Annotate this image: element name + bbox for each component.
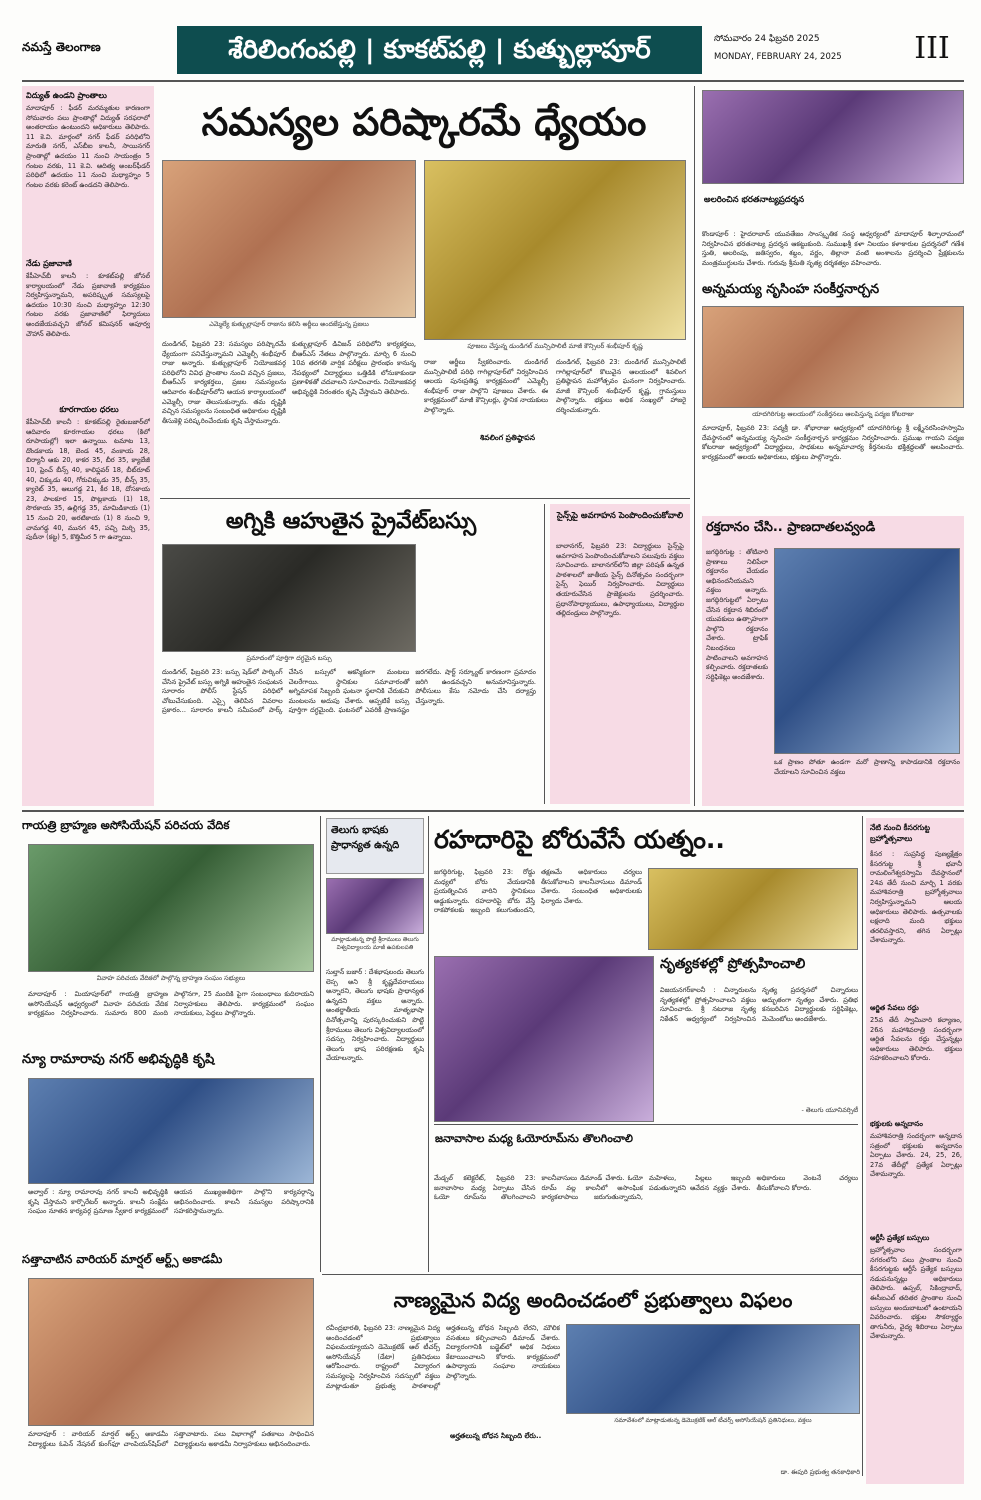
main-headline: సమస్యల పరిష్కారమే ధ్యేయం [201,100,647,144]
blood-donation-text: జగద్గిరిగుట్ట : తోటివారి ప్రాణాలు నిలిపేలా రక్తదానం చేయడం అభినందనీయమని వక్తలు అన్నారు. జగద్గిరిగుట్టలో ఏర్పాటు చేసిన రక్తదాన శిబిరంలో యువకులు ఉత్సాహంగా పాల్గొని రక్తదానం చేశారు. ట్రాఫిక్ నిబంధనలు పాటించాలని అవగాహన కల్పించారు. రక్తదాతలకు సర్టిఫికెట్లు అందజేశారు. [706,548,768,681]
gayatri-caption: వివాహ పరిచయ వేదికలో పాల్గొన్న బ్రాహ్మణ సంఘం సభ్యులు [96,974,246,982]
left-brief-column [22,86,154,806]
main-story-col-3: రాజు అర్జీలు స్వీకరించారు. దుండిగల్ మున్సిపాలిటీ పరిధి గాగిల్లాపూర్‌లో నిర్వహించిన ఆలయ పునఃప్రతిష్ఠ కార్యక్రమంలో ఎమ్మెల్సీ శంభీపూర్ రాజు పాల్గొని పూజలు చేశారు. ఈ కార్యక్రమంలో మాజీ కౌన్సిలర్లు, స్థానిక నాయకులు పాల్గొన్నారు. [424,358,548,414]
prajavani-heading: నేడు ప్రజావాణి [26,259,72,268]
martial-arts-text: మాదాపూర్ : వారియర్ మార్షల్ ఆర్ట్స్ అకాడమీ విద్యార్థులు ఓపెన్ నేషనల్ కుంగ్‌ఫూ చాంపియన్‌షిప్‌లో సత్తాచాటారు. పలు విభాగాల్లో పతకాలు సాధించిన విద్యార్థులను అకాడమీ నిర్వాహకులు అభినందించారు. [28,1430,314,1448]
main-story-col-4: దుండిగల్, ఫిబ్రవరి 23: దుండిగల్ మున్సిపాలిటీ గాగిల్లాపూర్‌లో కొలువైన ఆలయంలో శివలింగ ప్రతిష్ఠాపన మహోత్సవం ఘనంగా నిర్వహించారు. మాజీ కౌన్సిలర్ శంభీపూర్ కృష్ణ, గ్రామస్తులు పాల్గొన్నారు. భక్తులు అధిక సంఖ్యలో హాజరై దర్శించుకున్నారు. [556,358,686,414]
keesara-sub-3-text: బ్రహ్మోత్సవాల సందర్భంగా నగరంలోని పలు ప్రాంతాల నుంచి కీసరగుట్టకు ఆర్టీసీ ప్రత్యేక బస్సులు నడుపనున్నట్లు అధికారులు తెలిపారు. ఉప్పల్, సికింద్రాబాద్, ఈసీఐఎల్ తదితర ప్రాంతాల నుంచి బస్సులు అందుబాటులో ఉంటాయని వివరించారు. భక్తుల సౌకర్యార్థం తాగునీరు, వైద్య శిబిరాలు ఏర్పాటు చేశామన్నారు. [870,1246,962,1341]
keesara-sub-1-text: 25వ తేదీ స్వామివారి కల్యాణం, 26న మహాశివరాత్రి సందర్భంగా ఆర్జిత సేవలను రద్దు చేస్తున్నట్లు అధికారులు తెలిపారు. భక్తులు సహకరించాలని కోరారు. [870,1016,962,1063]
prajavani-text: కేపీహెచ్‌బీ కాలనీ : కూకట్‌పల్లి జోనల్ కార్యాలయంలో నేడు ప్రజావాణి కార్యక్రమం నిర్వహిస్తున్నామని, అపరిష్కృత సమస్యలపై ఉదయం 10:30 నుంచి మధ్యాహ్నం 12:30 గంటల వరకు ప్రజావాణిలో ఫిర్యాదులు అందజేయవచ్చని జోనల్ కమిషనర్ అపూర్వ చౌహాన్ తెలిపారు. [26,272,150,338]
ramarao-heading: న్యూ రామారావు నగర్ అభివృద్ధికి కృషి [22,1052,215,1067]
education-subhead: అర్హతలున్న బోధన సిబ్బంది లేరు.. [450,1432,542,1440]
dance-text: విజయనగర్‌కాలనీ : చిన్నారులను నృత్యకళల్లో ప్రోత్సహించాలని వక్తలు సూచించారు. శ్రీ నటరాజ నృత్య నికేతన్ ఆధ్వర్యంలో నిర్వహించిన నృత్య ప్రదర్శనలో చిన్నారులు అద్భుతంగా నృత్యం చేశారు. ప్రతిభ కనబరిచిన విద్యార్థులకు సర్టిఫికెట్లు, మెమెంటోలు అందజేశారు. [660,986,858,1023]
education-sign: డా. ఈపురి ప్రభుత్వ తనకాధికారి [780,1468,860,1476]
upper-lower-rule [22,810,964,812]
borewell-photo [648,868,858,950]
telugu-heading: తెలుగు భాషకు ప్రాధాన్యత ఉన్నది [331,825,400,851]
borewell-right-divider [862,816,863,1476]
lower-left-divider [320,816,321,1272]
telugu-photo [326,878,424,934]
bharatanatyam-photo [702,90,964,184]
dance-caption: - తెలుగు యూనివర్సిటీ [801,1106,858,1114]
gayatri-photo [28,844,314,972]
keesara-heading: నేటి నుంచి కీసరగుట్ట బ్రహ్మోత్సవాలు [870,823,931,843]
education-caption: సమావేశంలో మాట్లాడుతున్న డెమొక్రటిక్ ఆల్ టీచర్స్ అసోసియేషన్ ప్రతినిధులు, వక్తలు [614,1417,812,1424]
main-story-col-2: కుత్బుల్లాపూర్ డివిజన్ పరిధిలోని కార్యకర్తలు, బీఆర్‌ఎస్ నేతలు పాల్గొన్నారు. మార్చి 6 నుంచి 10వ తరగతి వార్షిక పరీక్షలు ప్రారంభం కానున్న నేపథ్యంలో విద్యార్థులు ఒత్తిడికి లోనుకాకుండా ప్రణాళికతో చదవాలని సూచించారు. నియోజకవర్గ అభివృద్ధికి నిరంతరం కృషి చేస్తామని తెలిపారు. [292,340,416,396]
janavasam-heading: జనావాసాల మధ్య ఓయోరూమ్‌ను తొలగించాలి [434,1132,633,1145]
ramarao-text: అల్వాల్ : న్యూ రామారావు నగర్ కాలనీ అభివృద్ధికి కృషి చేస్తామని కార్పొరేటర్ అన్నారు. కాలనీ సంక్షేమ సంఘం నూతన కార్యవర్గ ప్రమాణ స్వీకార కార్యక్రమంలో ఆయన ముఖ్యఅతిథిగా పాల్గొని కార్యవర్గాన్ని అభినందించారు. కాలనీ సమస్యల పరిష్కారానికి సహకరిస్తామన్నారు. [28,1188,314,1216]
masthead [22,22,964,78]
bharatanatyam-text: కొండాపూర్ : హైదరాబాద్ యువతేజం సాంస్కృతిక సంస్థ ఆధ్వర్యంలో మాదాపూర్ శిల్పారామంలో నిర్వహించిన భరతనాట్య ప్రదర్శన ఆకట్టుకుంది. సుముఖశ్రీ కళా నిలయం కళాకారుల ప్రదర్శనలో గణేశ స్తుతి, అలరింపు, జతిస్వరం, శబ్దం, వర్ణం, తిల్లానా వంటి అంశాలను ప్రదర్శించి ప్రేక్షకులను మంత్రముగ్ధులను చేశారు. గురువు శ్రీమతి నృత్య దర్శకత్వం వహించారు. [702,230,964,267]
science-box [550,504,690,804]
blood-donation-box [702,516,964,806]
bus-top-rule [160,498,690,499]
annamayya-photo [702,306,964,408]
bus-fire-photo [162,544,416,652]
ramarao-photo [28,1078,314,1184]
dance-photo [434,956,654,1122]
science-heading: సైన్స్‌పై అవగాహన పెంపొందించుకోవాలి [556,511,684,521]
gayatri-text: మాదాపూర్ : మియాపూర్‌లో గాయత్రి బ్రాహ్మణ అసోసియేషన్ ఆధ్వర్యంలో వివాహ పరిచయ వేదిక కార్యక్రమం నిర్వహించారు. సుమారు 800 మంది పాల్గొనగా, 25 మందికి పైగా సంబంధాలు కుదిరాయని నిర్వాహకులు తెలిపారు. కార్యక్రమంలో సంఘం నాయకులు, పెద్దలు పాల్గొన్నారు. [28,990,314,1018]
bharatanatyam-heading: అలరించిన భరతనాట్యప్రదర్శన [703,195,805,205]
date-english: MONDAY, FEBRUARY 24, 2025 [714,52,842,62]
education-photo [566,1324,860,1414]
mla-meeting-caption: ఎమ్మెల్యే కుత్బుల్లాపూర్ రాజును కలిసి అర్జీలు అందజేస్తున్న ప్రజలు [209,320,369,328]
keesara-text: కీసర : సుప్రసిద్ధ పుణ్యక్షేత్రం కీసరగుట్ట శ్రీ భవానీ రామలింగేశ్వరస్వామి దేవస్థానంలో 24వ తేదీ నుంచి మార్చి 1 వరకు మహాశివరాత్రి బ్రహ్మోత్సవాలు నిర్వహిస్తున్నామని ఆలయ అధికారులు తెలిపారు. ఉత్సవాలకు లక్షలాది మంది భక్తులు తరలివస్తారని, తగిన ఏర్పాట్లు చేశామన్నారు. [870,850,962,945]
brand-logo: నమస్తే తెలంగాణ [22,40,101,54]
janavasam-rule [434,1124,858,1125]
education-rule [322,1274,862,1275]
telugu-heading-box [326,818,424,874]
keesara-sub-2: భక్తులకు అన్నదానం [870,1120,923,1128]
telugu-caption: మాట్లాడుతున్న పొట్టి శ్రీరాములు తెలుగు విశ్వవిద్యాలయ మాజీ ఉపకులపతి [331,937,419,951]
keesara-sub-1: ఆర్జిత సేవలు రద్దు [870,1004,919,1012]
blood-donation-heading: రక్తదానం చేసి.. ప్రాణదాతలవ్వండి [706,520,876,535]
power-cut-text: మాదాపూర్ : ఫీడర్ మరమ్మతుల కారణంగా సోమవారం పలు ప్రాంతాల్లో విద్యుత్ సరఫరాలో అంతరాయం ఉంటుందని అధికారులు తెలిపారు. 11 కె.వి. మార్గంలో నగర్ ఫీడర్ పరిధిలోని మారుతి నగర్, ఎస్‌బీఐ కాలనీ, సాయినగర్ ప్రాంతాల్లో ఉదయం 11 నుంచి సాయంత్రం 5 గంటల వరకు, 11 కె.వి. ఆదిత్య అంబర్‌ఫీడర్ పరిధిలో ఉదయం 11 నుంచి మధ్యాహ్నం 5 గంటల వరకు కరెంట్ ఉండదని తెలిపారు. [26,104,150,189]
mla-meeting-photo [162,160,416,318]
martial-arts-photo [28,1278,314,1426]
shivalinga-subhead: శివలింగ ప్రతిష్ఠాపన [480,433,535,442]
bus-fire-headline: అగ్నికి ఆహుతైన ప్రైవేట్‌బస్సు [225,509,477,534]
borewell-headline: రహదారిపై బోరువేసే యత్నం.. [434,825,725,854]
main-right-divider [694,86,695,806]
main-story-col-1: దుండిగల్, ఫిబ్రవరి 23: సమస్యల పరిష్కారమే ధ్యేయంగా పనిచేస్తున్నామని ఎమ్మెల్సీ శంభీపూర్ రాజు అన్నారు. కుత్బుల్లాపూర్ నియోజకవర్గ పరిధిలోని వివిధ ప్రాంతాల నుంచి వచ్చిన ప్రజలు, బీఆర్‌ఎస్ కార్యకర్తలు, ప్రజల సమస్యలను ఆదివారం శంభీపూర్‌లోని ఆయన కార్యాలయంలో ఎమ్మెల్సీ రాజు తెలుసుకున్నారు. తమ దృష్టికి వచ్చిన సమస్యలను సంబంధిత అధికారుల దృష్టికి తీసుకెళ్లి పరిష్కరించేందుకు కృషి చేస్తామన్నారు. [162,340,286,425]
telugu-borewell-divider [428,816,429,1272]
keesara-sub-3: ఆర్టీసీ ప్రత్యేక బస్సులు [870,1234,930,1242]
masthead-rule [22,80,964,82]
education-headline: నాణ్యమైన విద్య అందించడంలో ప్రభుత్వాలు విఫలం [393,1288,793,1312]
bus-fire-text: దుండిగల్, ఫిబ్రవరి 23: బస్సు షెడ్‌లో పార్కింగ్ చేసిన ప్రైవేట్ బస్సు అగ్నికి ఆహుతైన సంఘటన సూరారం పోలీస్ స్టేషన్ పరిధిలో చోటుచేసుకుంది. ఎస్సై తెలిపిన వివరాల ప్రకారం... సూరారం కాలనీ సమీపంలో పార్క్ చేసిన బస్సులో ఆకస్మికంగా మంటలు చెలరేగాయి. స్థానికుల సమాచారంతో అగ్నిమాపక సిబ్బంది ఘటనా స్థలానికి చేరుకుని మంటలను అదుపు చేశారు. అప్పటికే బస్సు పూర్తిగా దగ్ధమైంది. ఘటనలో ఎవరికీ ప్రాణనష్టం జరగలేదు. షార్ట్ సర్క్యూట్ కారణంగా ప్రమాదం జరిగి ఉండవచ్చని అనుమానిస్తున్నారు. పోలీసులు కేసు నమోదు చేసి దర్యాప్తు చేస్తున్నారు. [162,668,536,715]
gayatri-heading: గాయత్రి బ్రాహ్మణ అసోసియేషన్ పరిచయ వేదిక [22,818,230,832]
janavasam-text: మేడ్చల్ కలెక్టరేట్, ఫిబ్రవరి 23: జనావాసాల మధ్య ఏర్పాటు చేసిన ఓయో రూమ్‌ను తొలగించాలని కాలనీవాసులు డిమాండ్ చేశారు. ఓయో రూమ్ వల్ల కాలనీలో అసాంఘిక కార్యకలాపాలు జరుగుతున్నాయని, మహిళలు, పిల్లలు ఇబ్బంది పడుతున్నారని ఆవేదన వ్యక్తం చేశారు. అధికారులు వెంటనే చర్యలు తీసుకోవాలని కోరారు. [434,1174,858,1202]
annamayya-heading: అన్నమయ్య నృసింహ సంకీర్తనార్చన [702,282,880,297]
martial-arts-heading: సత్తాచాటిన వారియర్ మార్షల్ ఆర్ట్స్ అకాడమీ [22,1252,223,1266]
telugu-text: సుల్తాన్ బజార్ : దేశభాషలందు తెలుగు లెస్స అని శ్రీ కృష్ణదేవరాయలు అన్నారని, తెలుగు భాషకు ప్రాధాన్యత ఉన్నదని వక్తలు అన్నారు. అంతర్జాతీయ మాతృభాషా దినోత్సవాన్ని పురస్కరించుకుని పొట్టి శ్రీరాములు తెలుగు విశ్వవిద్యాలయంలో సదస్సు నిర్వహించారు. విద్యార్థులు తెలుగు భాష పరిరక్షణకు కృషి చేయాలన్నారు. [326,968,424,1063]
puja-caption: పూజలు చేస్తున్న డుండిగల్ మున్సిపాలిటీ మాజీ కౌన్సిలర్ శంభీపూర్ కృష్ణ [467,342,643,350]
blood-donation-photo [774,548,960,754]
bus-fire-caption: ప్రమాదంలో పూర్తిగా దగ్ధమైన బస్సు [246,654,332,662]
annamayya-text: మాదాపూర్, ఫిబ్రవరి 23: పద్మశ్రీ డా. శోభారాజు ఆధ్వర్యంలో యాదగిరిగుట్ట శ్రీ లక్ష్మీనరసింహస్వామి దేవస్థానంలో అన్నమయ్య నృసింహ సంకీర్తనార్చన కార్యక్రమం నిర్వహించారు. ప్రముఖ గాయని పద్మజ కోటరాజు ఆధ్వర్యంలో విద్యార్థులు, సాధకులు అన్నమాచార్య కీర్తనలను భక్తిశ్రద్ధలతో ఆలపించారు. కార్యక్రమంలో ఆలయ అధికారులు, భక్తులు పాల్గొన్నారు. [702,424,964,461]
keesara-sub-2-text: మహాశివరాత్రి సందర్భంగా అన్నదాన సత్రంలో భక్తులకు అన్నదానం ఏర్పాటు చేశారు. 24, 25, 26, 27వ తేదీల్లో ప్రత్యేక ఏర్పాట్లు చేశామన్నారు. [870,1132,962,1179]
annamayya-caption: యాదగిరిగుట్ట ఆలయంలో సంకీర్తనలు ఆలపిస్తున్న పద్మజ కోటరాజు [752,410,914,418]
borewell-text: జగద్గిరిగుట్ట, ఫిబ్రవరి 23: రోడ్డు మధ్యలో బోరు వేయడానికి ప్రయత్నించిన వారిని స్థానికులు అడ్డుకున్నారు. రహదారిపై బోరు వేస్తే రాకపోకలకు ఇబ్బంది కలుగుతుందని, తక్షణమే అధికారులు చర్యలు తీసుకోవాలని కాలనీవాసులు డిమాండ్ చేశారు. సంబంధిత అధికారులకు ఫిర్యాదు చేశారు. [434,868,642,915]
page-number: III [914,31,950,66]
keesara-column [866,818,964,1484]
date-telugu: సోమవారం 24 ఫిబ్రవరి 2025 [714,34,820,44]
vegetable-prices-heading: కూరగాయల ధరలు [59,405,119,414]
power-cut-heading: విద్యుత్ ఉండని ప్రాంతాలు [26,91,107,100]
education-text: రవీంద్రభారతి, ఫిబ్రవరి 23: నాణ్యమైన విద్య అందించడంలో ప్రభుత్వాలు విఫలమయ్యాయని డెమొక్రటిక్ ఆల్ టీచర్స్ అసోసియేషన్ (డేటా) ప్రతినిధులు ఆరోపించారు. రాష్ట్రంలో విద్యారంగ సమస్యలపై నిర్వహించిన సదస్సులో వక్తలు మాట్లాడుతూ ప్రభుత్వ పాఠశాలల్లో అర్హతలున్న బోధన సిబ్బంది లేరని, మౌలిక వసతులు కల్పించాలని డిమాండ్ చేశారు. విద్యారంగానికి బడ్జెట్‌లో అధిక నిధులు కేటాయించాలని కోరారు. కార్యక్రమంలో ఉపాధ్యాయ సంఘాల నాయకులు పాల్గొన్నారు. [326,1324,560,1390]
vegetable-prices-text: కేపీహెచ్‌బీ కాలనీ : కూకట్‌పల్లి రైతుబజార్‌లో ఆదివారం కూరగాయల ధరలు (కిలో రూపాయల్లో) ఇలా ఉన్నాయి. టమాట 13, దొండకాయ 18, బెండ 45, వంకాయ 28, బిర్యానీ ఆకు 20, కాకర 35, బీర 35, క్యాబేజీ 10, ఫ్రెంచ్ బీన్స్ 40, కాలిఫ్లవర్ 18, బీట్‌రూట్ 40, చిక్కుడు 40, గోరుచిక్కుడు 35, బీన్స్ 35, క్యారెట్ 35, ఆలుగడ్డ 21, కీర 18, దోసకాయ 23, పాలకూర 15, పొట్లకాయ (1) 18, సొరకాయ 35, ఉల్లిగడ్డ 35, మామిడికాయ (1) 15 నుంచి 20, అరటికాయ (1) 8 నుంచి 9, చామగడ్డ 40, మునగ 45, పచ్చి మిర్చి 35, పుదీనా (కట్ట) 5, కొత్తిమీర 5 గా ఉన్నాయి. [26,418,150,542]
dance-heading: నృత్యకళల్లో ప్రోత్సహించాలి [660,956,806,972]
edition-banner: శేరిలింగంపల్లి | కూకట్‌పల్లి | కుత్బుల్లాపూర్ [177,26,702,74]
bus-science-divider [544,504,545,804]
puja-photo [424,160,686,340]
blood-donation-caption: ఒక ప్రాణం పోతూ ఉండగా మరో ప్రాణాన్ని కాపాడడానికి రక్తదానం చేయాలని సూచించిన వక్తలు [774,758,960,776]
science-text: బాలానగర్, ఫిబ్రవరి 23: విద్యార్థులు సైన్స్‌పై అవగాహన పెంపొందించుకోవాలని పలువురు వక్తలు సూచించారు. బాలానగర్‌లోని జిల్లా పరిషత్ ఉన్నత పాఠశాలలో జాతీయ సైన్స్ దినోత్సవం సందర్భంగా సైన్స్ ఫెయిర్ నిర్వహించారు. విద్యార్థులు తయారుచేసిన ప్రాజెక్టులను ప్రదర్శించారు. ప్రధానోపాధ్యాయులు, ఉపాధ్యాయులు, విద్యార్థుల తల్లిదండ్రులు పాల్గొన్నారు. [556,542,684,618]
